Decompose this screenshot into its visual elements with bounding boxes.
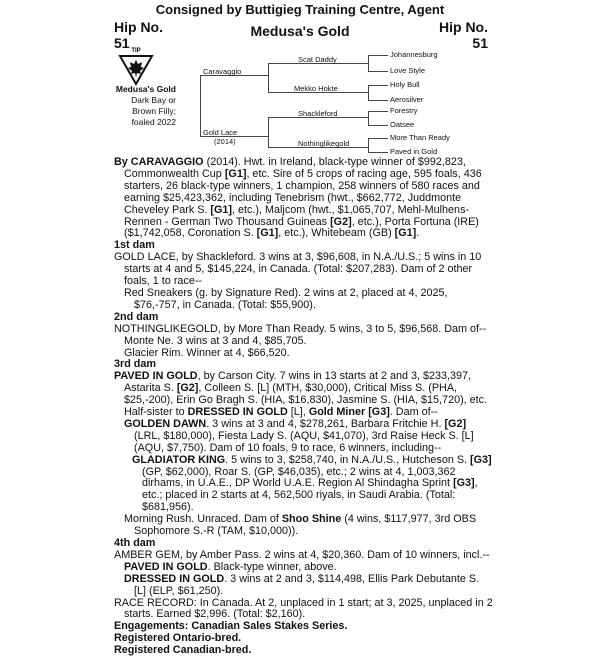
second-dam-heading: 2nd dam <box>114 310 159 323</box>
pedigree-g3-5: Forestry <box>390 106 418 115</box>
identity-foaled: foaled 2022 <box>131 117 176 127</box>
consigned-line: Consigned by Buttigieg Training Centre, Agent <box>155 2 445 17</box>
sire-paragraph: By CARAVAGGIO (2014). Hwt. in Ireland, black-type winner of $992,823, Commonwealth Cup [G1], etc. Sire of 5 crops of racing age, 595 foals, 436 starters, 26 black-type winners, 1 champion, 258 winners of 580 races and earning $25,423,362, including Tenebrism (hwt., $662,772, Juddmonte Cheveley Park S. [G1], etc.), Maljcom (hwt., $1,065,707, Mehl-Mulhens-Rennen - German Two Thousand Guineas [G2], etc.), Porta Fortuna (IRE) ($1,742,058, Coronation S. [G1], etc.), Whitebeam (GB) [G1]. <box>114 156 482 240</box>
pedigree-g3-8: Paved in Gold <box>390 147 438 156</box>
identity-color-2: Brown Filly; <box>132 106 176 116</box>
second-dam-produce-1: Monte Ne. 3 wins at 3 and 4, $85,705. <box>124 334 307 347</box>
hip-label: Hip No. <box>114 19 163 35</box>
catalog-body <box>114 157 494 657</box>
first-dam-produce: Red Sneakers (g. by Signature Red). 2 wins at 2, placed at 4, 2025, $76,-757, in Canada. (Total: $55,900). <box>124 286 448 311</box>
paved-in-gold-text: PAVED IN GOLD. Black-type winner, above. <box>124 560 337 573</box>
pedigree-g3-4: Aerosilver <box>390 95 424 104</box>
first-dam-text: GOLD LACE, by Shackleford. 3 wins at 3, $96,608, in N.A./U.S.; 5 wins in 10 starts at 4 and 5, $145,224, in Canada. (Total: $207,283). Dam of 2 other foals, 1 to race-- <box>114 251 482 288</box>
golden-dawn-text: GOLDEN DAWN. 3 wins at 3 and 4, $278,261, Barbara Fritchie H. [G2] (LRL, $180,000), Fiesta Lady S. (AQU, $41,070), 3rd Raise Heck S. [L] (AQU, $7,750). Dam of 10 foals, 9 to race, 6 winners, including-- <box>124 417 474 454</box>
horse-name-title: Medusa's Gold <box>250 23 350 39</box>
pedigree-sire-dam: Mekko Hokte <box>294 84 338 93</box>
third-dam-text: PAVED IN GOLD, by Carson City. 7 wins in 13 starts at 2 and 3, $233,397, Astarita S. [G2], Colleen S. [L] (MTH, $30,000), Critical Miss S. (PHA, $25,-200), Erin Go Bragh S. (HIA, $16,830), Jasmine S. (HIA, $15,720), etc. Half-sister to DRESSED IN GOLD [L], Gold Miner [G3]. Dam of-- <box>114 370 488 419</box>
dressed-in-gold-text: DRESSED IN GOLD. 3 wins at 2 and 3, $114,498, Ellis Park Debutante S. [L] (ELP, $61,250). <box>124 572 480 597</box>
morning-rush-text: Morning Rush. Unraced. Dam of Shoo Shine (4 wins, $117,977, 3rd OBS Sophomore S.-R (TAM, $10,000)). <box>124 513 477 538</box>
hip-value: 51 <box>114 35 130 51</box>
pedigree-dam-year: (2014) <box>214 137 236 146</box>
gladiator-king-text: GLADIATOR KING. 5 wins to 3, $258,740, in N.A./U.S., Hutcheson S. [G3] (GP, $62,000), Roar S. (GP, $46,035), etc.; 2 wins at 4, 1,003,362 dirhams, in U.A.E., DP World U.A.E. Region Al Shindagha Sprint [G3], etc.; placed in 2 starts at 4, 562,500 riyals, in Saudi Arabia. (Total: $681,956). <box>132 453 492 514</box>
registration-ontario: Registered Ontario-bred. <box>114 632 242 645</box>
pedigree-chart <box>0 0 600 160</box>
hip-value: 51 <box>472 35 488 51</box>
fourth-dam-heading: 4th dam <box>114 537 156 549</box>
first-dam-heading: 1st dam <box>114 239 155 252</box>
pedigree-g3-2: Love Style <box>390 66 426 75</box>
identity-color-1: Dark Bay or <box>131 95 176 105</box>
engagements: Engagements: Canadian Sales Stakes Series. <box>114 620 348 633</box>
hip-label: Hip No. <box>439 19 488 35</box>
identity-name: Medusa's Gold <box>115 84 176 94</box>
tip-logo-label: TIP <box>131 48 141 54</box>
sire-by: By CARAVAGGIO <box>114 156 204 168</box>
third-dam-heading: 3rd dam <box>114 358 157 371</box>
pedigree-dam-dam: Nothinglikegold <box>298 139 350 148</box>
fourth-dam-text: AMBER GEM, by Amber Pass. 2 wins at 4, $20,360. Dam of 10 winners, incl.-- <box>114 548 490 561</box>
pedigree-dam: Gold Lace <box>203 128 238 137</box>
second-dam-text: NOTHINGLIKEGOLD, by More Than Ready. 5 wins, 3 to 5, $96,568. Dam of-- <box>114 322 487 335</box>
pedigree-g3-3: Holy Bull <box>390 80 420 89</box>
pedigree-g3-7: More Than Ready <box>390 133 450 142</box>
pedigree-g3-1: Johannesburg <box>390 50 438 59</box>
registration-canadian: Registered Canadian-bred. <box>114 644 252 657</box>
second-dam-produce-2: Glacier Rim. Winner at 4, $66,520. <box>124 346 290 359</box>
pedigree-sire: Caravaggio <box>203 67 242 76</box>
pedigree-sire-sire: Scat Daddy <box>298 55 337 64</box>
pedigree-g3-6: Oatsee <box>390 120 415 129</box>
pedigree-dam-sire: Shackleford <box>298 109 338 118</box>
race-record: RACE RECORD: In Canada. At 2, unplaced in 1 start; at 3, 2025, unplaced in 2 starts. Earned $2,996. (Total: $2,160). <box>114 596 493 621</box>
